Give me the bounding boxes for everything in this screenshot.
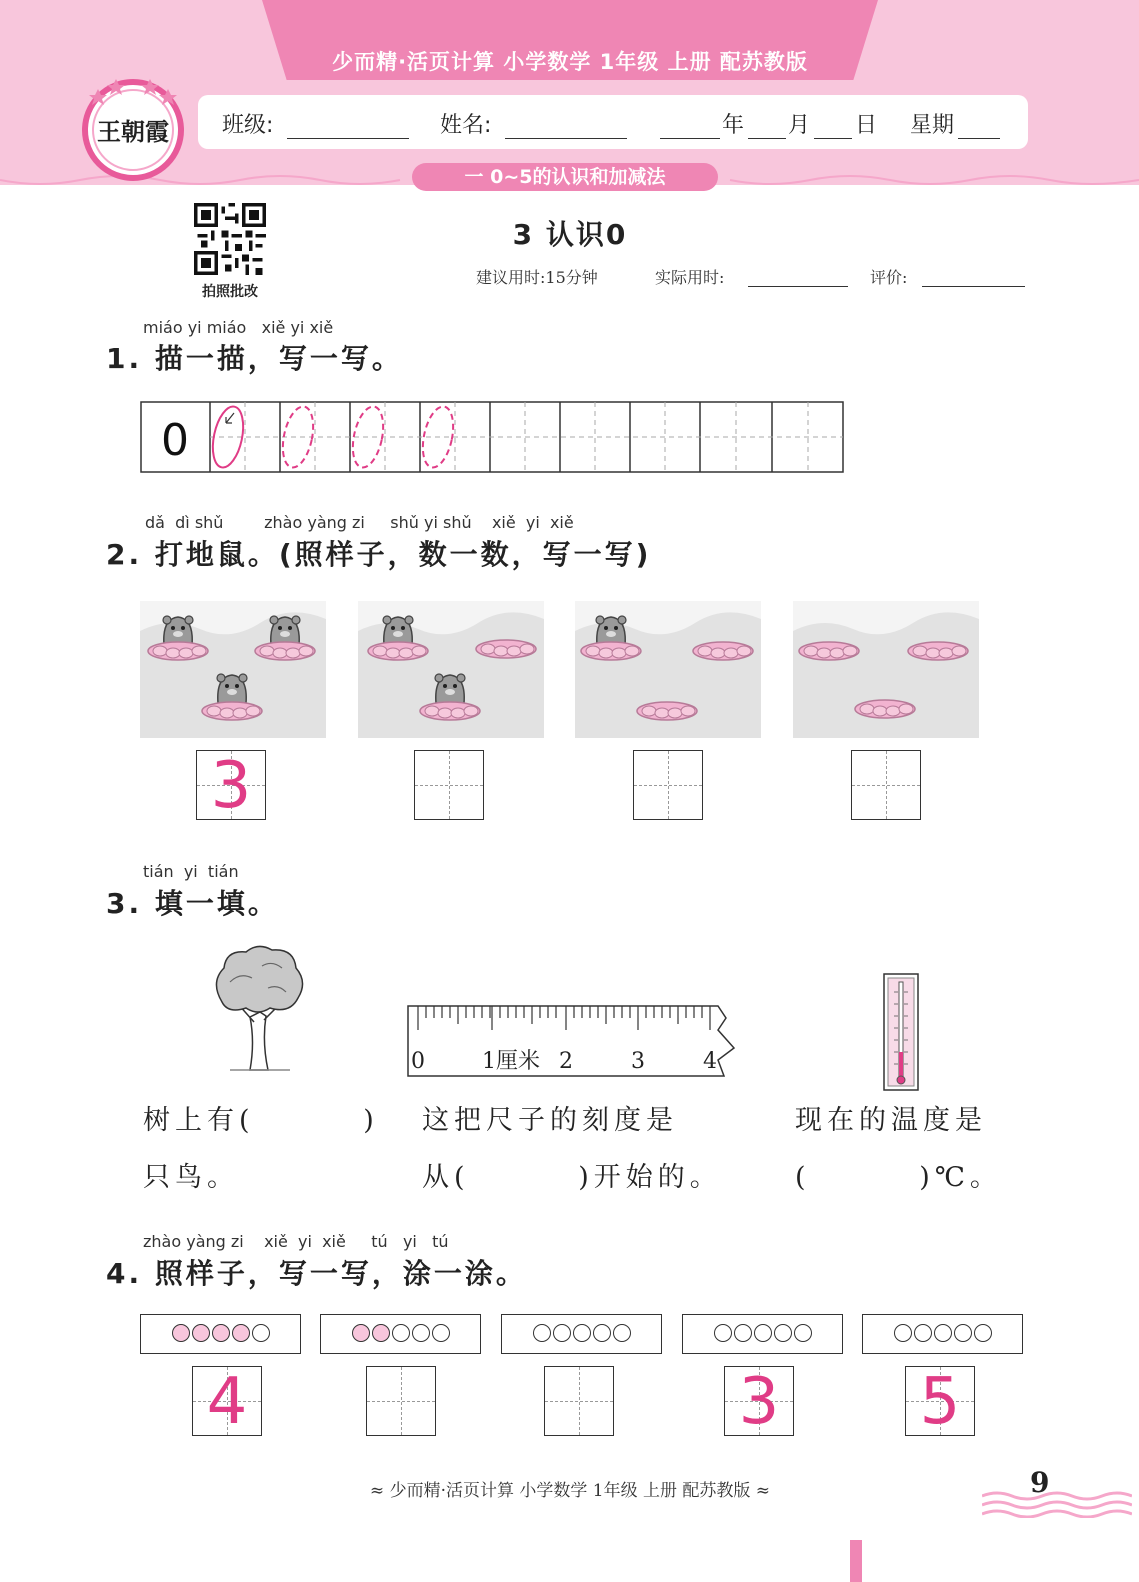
q4-pinyin: zhào yàng zi xiě yi xiě tú yi tú	[143, 1232, 449, 1251]
empty-circle[interactable]	[533, 1324, 551, 1342]
q4-answer-box-1[interactable]	[192, 1365, 262, 1439]
unit-title: 一 0~5的认识和加减法	[412, 163, 718, 191]
q2-title: 2. 打地鼠。(照样子，数一数，写一写)	[106, 538, 652, 571]
q2-answer-box-3[interactable]	[633, 750, 703, 820]
footer-text: ≈ 少而精·活页计算 小学数学 1年级 上册 配苏教版 ≈	[369, 1481, 771, 1501]
empty-circle[interactable]	[593, 1324, 611, 1342]
empty-circle[interactable]	[954, 1324, 972, 1342]
q3-item-3-line1: 现在的温度是	[795, 1105, 987, 1136]
q4-circles-5[interactable]	[862, 1314, 1023, 1354]
ruler-icon	[406, 1004, 740, 1078]
filled-circle[interactable]	[212, 1324, 230, 1342]
empty-circle[interactable]	[754, 1324, 772, 1342]
mole-picture-4	[793, 601, 979, 738]
q4-circles-1[interactable]	[140, 1314, 301, 1354]
q1-example-digit: 0	[161, 415, 189, 466]
empty-circle[interactable]	[252, 1324, 270, 1342]
day-field[interactable]	[814, 112, 852, 139]
empty-circle[interactable]	[894, 1324, 912, 1342]
empty-circle[interactable]	[934, 1324, 952, 1342]
empty-circle[interactable]	[774, 1324, 792, 1342]
year-field[interactable]	[660, 112, 720, 139]
q4-answer-box-4[interactable]	[724, 1365, 794, 1439]
q2-answer-box-4[interactable]	[851, 750, 921, 820]
q4-answer-4: 3	[738, 1365, 780, 1439]
empty-circle[interactable]	[613, 1324, 631, 1342]
empty-circle[interactable]	[794, 1324, 812, 1342]
empty-circle[interactable]	[553, 1324, 571, 1342]
q1-pinyin: miáo yi miáo xiě yi xiě	[143, 318, 334, 337]
class-field[interactable]	[287, 112, 409, 139]
q4-answer-3	[545, 1367, 613, 1435]
ruler-label-1: 1厘米	[482, 1049, 540, 1074]
q2-answer-4	[852, 751, 920, 819]
actual-time-label: 实际用时:	[655, 268, 725, 287]
q1-writing-grid[interactable]	[140, 401, 844, 473]
tree-icon	[210, 942, 310, 1074]
ruler-label-3: 3	[631, 1049, 645, 1074]
empty-circle[interactable]	[432, 1324, 450, 1342]
actual-time-field[interactable]	[748, 268, 848, 287]
q3-item-2-line2: 从( )开始的。	[422, 1162, 722, 1193]
series-title: 少而精·活页计算 小学数学 1年级 上册 配苏教版	[332, 50, 808, 74]
evaluation-label: 评价:	[870, 268, 908, 287]
q3-item-1-line1: 树上有( )	[143, 1105, 379, 1136]
ruler-label-0: 0	[411, 1049, 425, 1074]
filled-circle[interactable]	[192, 1324, 210, 1342]
q2-answer-2	[415, 751, 483, 819]
q3-pinyin: tián yi tián	[143, 862, 239, 881]
filled-circle[interactable]	[172, 1324, 190, 1342]
weekday-field[interactable]	[958, 112, 1000, 139]
mole-picture-3	[575, 601, 761, 738]
empty-circle[interactable]	[412, 1324, 430, 1342]
qr-label: 拍照批改	[202, 284, 258, 300]
ruler-label-2: 2	[559, 1049, 573, 1074]
q4-answer-box-5[interactable]	[905, 1365, 975, 1439]
q1-title: 1. 描一描，写一写。	[106, 342, 403, 375]
q4-answer-2	[367, 1367, 435, 1435]
empty-circle[interactable]	[914, 1324, 932, 1342]
q2-answer-3	[634, 751, 702, 819]
q4-answer-box-3[interactable]	[544, 1366, 614, 1436]
empty-circle[interactable]	[734, 1324, 752, 1342]
month-field[interactable]	[748, 112, 786, 139]
q4-circles-4[interactable]	[682, 1314, 843, 1354]
empty-circle[interactable]	[573, 1324, 591, 1342]
q2-answer-box-1[interactable]	[196, 749, 266, 823]
filled-circle[interactable]	[372, 1324, 390, 1342]
empty-circle[interactable]	[714, 1324, 732, 1342]
q2-answer-1: 3	[210, 749, 252, 823]
q3-title: 3. 填一填。	[106, 887, 279, 920]
q3-item-1-line2: 只鸟。	[143, 1162, 239, 1193]
month-label: 月	[788, 113, 811, 138]
q2-mole-pictures	[140, 601, 980, 741]
qr-code-icon[interactable]	[192, 203, 268, 275]
page-edge-marker	[850, 1540, 862, 1582]
lesson-title: 3 认识0	[512, 218, 628, 251]
ruler-label-4: 4	[703, 1049, 717, 1074]
suggested-time: 建议用时:15分钟	[476, 268, 598, 287]
empty-circle[interactable]	[974, 1324, 992, 1342]
q3-item-2-line1: 这把尺子的刻度是	[422, 1105, 678, 1136]
q2-answer-box-2[interactable]	[414, 750, 484, 820]
logo-text: 王朝霞	[97, 117, 169, 146]
class-label: 班级:	[222, 113, 274, 138]
q4-answer-1: 4	[206, 1365, 248, 1439]
page-number: 9	[1030, 1466, 1050, 1499]
q4-circles-2[interactable]	[320, 1314, 481, 1354]
thermometer-icon	[882, 972, 920, 1092]
filled-circle[interactable]	[232, 1324, 250, 1342]
evaluation-field[interactable]	[922, 268, 1025, 287]
empty-circle[interactable]	[392, 1324, 410, 1342]
weekday-label: 星期	[910, 113, 955, 138]
filled-circle[interactable]	[352, 1324, 370, 1342]
day-label: 日	[855, 113, 878, 138]
year-label: 年	[722, 113, 745, 138]
name-field[interactable]	[505, 112, 627, 139]
brand-logo	[80, 75, 186, 181]
q4-title: 4. 照样子，写一写，涂一涂。	[106, 1257, 527, 1290]
q4-circles-3[interactable]	[501, 1314, 662, 1354]
mole-picture-2	[358, 601, 544, 738]
mole-picture-1	[140, 601, 326, 738]
q4-answer-box-2[interactable]	[366, 1366, 436, 1436]
footer-wave	[982, 1488, 1132, 1518]
q4-answer-5: 5	[919, 1365, 961, 1439]
q2-pinyin: dǎ dì shǔ zhào yàng zi shǔ yi shǔ xiě yi xiě	[145, 513, 574, 532]
name-label: 姓名:	[440, 113, 492, 138]
q3-item-3-line2: ( )℃。	[795, 1162, 1002, 1193]
